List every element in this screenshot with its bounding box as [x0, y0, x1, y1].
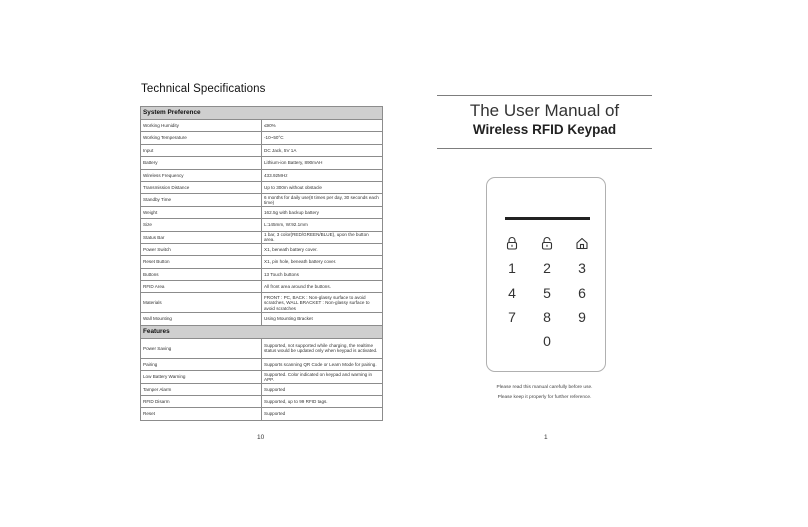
spec-title: Technical Specifications — [141, 83, 266, 95]
right-page — [404, 0, 808, 527]
spec-value: Up to 300m without obstacle — [262, 181, 383, 193]
spec-value: Using Mounting Bracket — [262, 313, 383, 325]
keypad-status-bar — [505, 217, 590, 220]
spec-row — [141, 396, 383, 408]
spec-value: FRONT : PC, BACK : Non-glassy surface to avoid scratches, WALL BRACKET : Non-glassy surface to avoid scratches — [262, 293, 383, 313]
spec-key: Input — [141, 144, 262, 156]
keypad-key-4: 4 — [508, 285, 516, 301]
spec-value: -10~50°C — [262, 132, 383, 144]
spec-row — [141, 194, 383, 206]
keypad-illustration — [486, 177, 606, 372]
keypad-key-7: 7 — [508, 309, 516, 325]
spec-value: All front area around the buttons. — [262, 281, 383, 293]
spec-row — [141, 256, 383, 268]
spec-section-heading: System Preference — [141, 107, 383, 120]
spec-value: 1 bar, 3 color(RED/GREEN/BLUE), upon the button area. — [262, 231, 383, 243]
keypad-key-3: 3 — [578, 260, 586, 276]
title-rule-top — [437, 95, 652, 96]
spec-value: X1, pin hole, beneath battery cover. — [262, 256, 383, 268]
spec-row — [141, 120, 383, 132]
spec-key: Weight — [141, 206, 262, 218]
spec-key: Transmission Distance — [141, 181, 262, 193]
spec-row — [141, 219, 383, 231]
keypad-key-9: 9 — [578, 309, 586, 325]
page-number-right: 1 — [544, 434, 548, 441]
spec-row — [141, 358, 383, 370]
spec-key: Buttons — [141, 268, 262, 280]
spec-key: RFID Area — [141, 281, 262, 293]
spec-key: Low Battery Warning — [141, 371, 262, 383]
spec-key: Reset — [141, 408, 262, 420]
spec-value: Supported, not supported while charging, the realtime status would be updated only when keypad is activated. — [262, 338, 383, 358]
note-line-1: Please read this manual carefully before use. — [496, 385, 593, 390]
spec-row — [141, 338, 383, 358]
lock-open-icon — [540, 236, 554, 250]
spec-table — [140, 106, 383, 421]
spec-value: Supported, up to 99 RFID tags. — [262, 396, 383, 408]
spec-key: Working Temperature — [141, 132, 262, 144]
manual-title-line2: Wireless RFID Keypad — [472, 122, 617, 137]
spec-key: Reset Button — [141, 256, 262, 268]
spec-value: ≤90% — [262, 120, 383, 132]
manual-title-line1: The User Manual of — [469, 101, 620, 120]
spec-section-heading: Features — [141, 325, 383, 338]
spec-row — [141, 206, 383, 218]
spec-key: Standby Time — [141, 194, 262, 206]
spec-value: Supported — [262, 383, 383, 395]
spec-key: Power Switch — [141, 243, 262, 255]
spec-row — [141, 181, 383, 193]
spec-value: 13 Touch buttons — [262, 268, 383, 280]
spec-row — [141, 157, 383, 169]
spec-key: Power Saving — [141, 338, 262, 358]
spec-row — [141, 371, 383, 383]
spec-row — [141, 313, 383, 325]
page-number-left: 10 — [257, 434, 265, 441]
spec-section-header — [141, 325, 383, 338]
lock-closed-icon — [505, 236, 519, 250]
spec-row — [141, 383, 383, 395]
spec-key: Working Humidity — [141, 120, 262, 132]
spec-value: L:145mm, W:92.1mm — [262, 219, 383, 231]
spec-value: Supported — [262, 408, 383, 420]
keypad-key-2: 2 — [543, 260, 551, 276]
spec-value: 162.5g with backup battery — [262, 206, 383, 218]
spec-value: 433.92MHz — [262, 169, 383, 181]
spec-value: Supports scanning QR Code or Learn Mode for pairing. — [262, 358, 383, 370]
spec-key: Battery — [141, 157, 262, 169]
keypad-key-6: 6 — [578, 285, 586, 301]
spec-row — [141, 132, 383, 144]
keypad-key-8: 8 — [543, 309, 551, 325]
home-icon — [575, 236, 589, 250]
spec-value: Lithium-ion Battery, 890mAH — [262, 157, 383, 169]
spec-value: 6 months for daily use(8 times per day, 30 seconds each time) — [262, 194, 383, 206]
spec-row — [141, 144, 383, 156]
spec-value: X1, beneath battery cover. — [262, 243, 383, 255]
note-line-2: Please keep it properly for further reference. — [497, 395, 592, 400]
spec-row — [141, 281, 383, 293]
spec-value: Supported. Color indicated on keypad and warning in APP. — [262, 371, 383, 383]
spec-key: Materials — [141, 293, 262, 313]
spec-key: Pairing — [141, 358, 262, 370]
spec-row — [141, 243, 383, 255]
spec-key: Wireless Frequency — [141, 169, 262, 181]
keypad-key-5: 5 — [543, 285, 551, 301]
spec-key: Status Bar — [141, 231, 262, 243]
title-rule-bottom — [437, 148, 652, 149]
spec-key: Size — [141, 219, 262, 231]
spec-section-header — [141, 107, 383, 120]
spec-key: Tamper Alarm — [141, 383, 262, 395]
spec-key: Wall Mounting — [141, 313, 262, 325]
spec-row — [141, 268, 383, 280]
spec-key: RFID Disarm — [141, 396, 262, 408]
keypad-key-1: 1 — [508, 260, 516, 276]
keypad-key-0: 0 — [543, 333, 551, 349]
spec-row — [141, 231, 383, 243]
spec-row — [141, 293, 383, 313]
spec-value: DC Jack, 5V 1A — [262, 144, 383, 156]
spec-row — [141, 408, 383, 420]
spec-row — [141, 169, 383, 181]
